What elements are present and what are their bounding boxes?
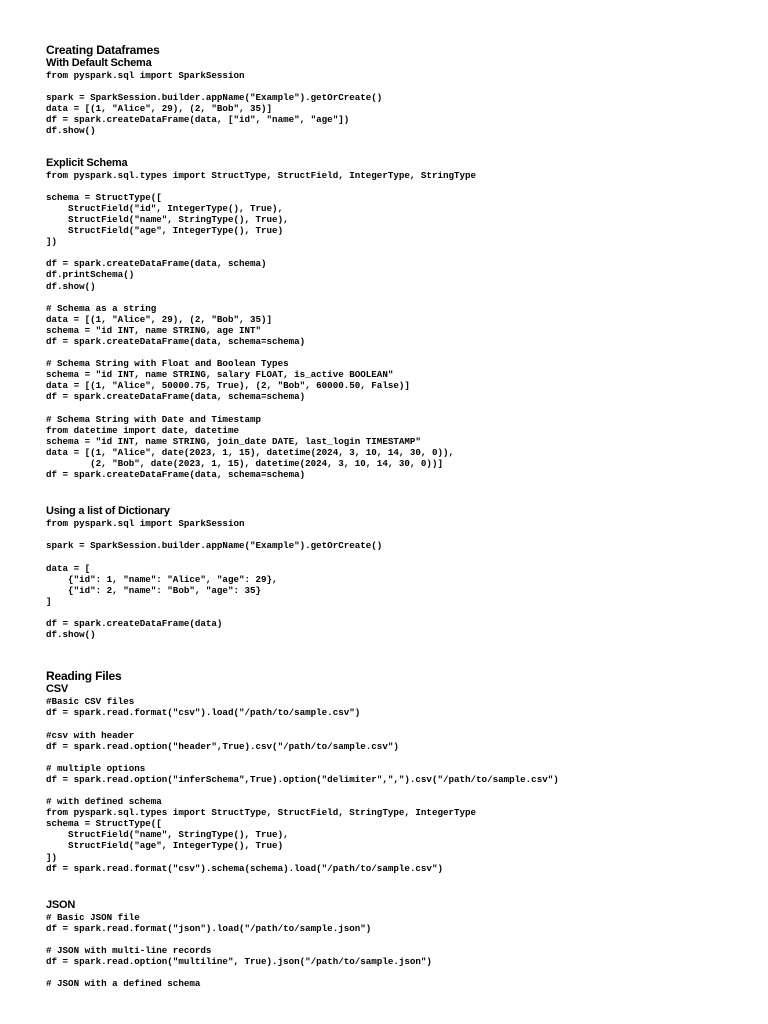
code-block-json: # Basic JSON file df = spark.read.format("json").load("/path/to/sample.json") # JSON with multi-line records df = spark.read.option("multiline", True).json("/path/to/sample.json") # JSON with a defined schema	[46, 911, 432, 990]
subheading-list-of-dictionary: Using a list of Dictionary	[46, 505, 170, 518]
code-block-csv: #Basic CSV files df = spark.read.format("csv").load("/path/to/sample.csv") #csv with header df = spark.read.option("header",True).csv("/path/to/sample.csv") # multiple options df = spark.read.option("inferSchema",True).option("delimiter",",").csv("/path/to/sample.csv") # with defined schema from pyspark.sql.types import StructType, StructField, StringType, IntegerType schema = StructType([ StructField("name", StringType(), True), StructField("age", IntegerType(), True) ]) df = spark.read.format("csv").schema(schema).load("/path/to/sample.csv")	[46, 696, 559, 874]
document-page	[46, 43, 746, 989]
code-block-list-of-dictionary: from pyspark.sql import SparkSession spark = SparkSession.builder.appName("Example").getOrCreate() data = [ {"id": 1, "name": "Alice", "age": 29}, {"id": 2, "name": "Bob", "age": 35} ] df = spark.createDataFrame(data) df.show()	[46, 518, 383, 641]
subheading-json: JSON	[46, 898, 76, 911]
subheading-default-schema: With Default Schema	[46, 57, 152, 69]
code-block-explicit-schema: from pyspark.sql.types import StructType, StructField, IntegerType, StringType schema = StructType([ StructField("id", IntegerType(), True), StructField("name", StringType(), True), StructField("age", IntegerType(), True) ]) df = spark.createDataFrame(data, schema) df.printSchema() df.show() # Schema as a string data = [(1, "Alice", 29), (2, "Bob", 35)] schema = "id INT, name STRING, age INT" df = spark.createDataFrame(data, schema=schema) # Schema String with Float and Boolean Types schema = "id INT, name STRING, salary FLOAT, is_active BOOLEAN" data = [(1, "Alice", 50000.75, True), (2, "Bob", 60000.50, False)] df = spark.createDataFrame(data, schema=schema) # Schema String with Date and Timestamp from datetime import date, datetime schema = "id INT, name STRING, join_date DATE, last_login TIMESTAMP" data = [(1, "Alice", date(2023, 1, 15), datetime(2024, 3, 10, 14, 30, 0)), (2, "Bob", date(2023, 1, 15), datetime(2024, 3, 10, 14, 30, 0))] df = spark.createDataFrame(data, schema=schema)	[46, 169, 477, 481]
section-title-creating-dataframes: Creating Dataframes	[46, 43, 160, 57]
subheading-explicit-schema: Explicit Schema	[46, 156, 128, 169]
code-block-default-schema: from pyspark.sql import SparkSession spark = SparkSession.builder.appName("Example").getOrCreate() data = [(1, "Alice", 29), (2, "Bob", 35)] df = spark.createDataFrame(data, ["id", "name", "age"]) df.show()	[46, 70, 383, 137]
section-title-reading-files: Reading Files	[46, 669, 122, 684]
subheading-csv: CSV	[46, 683, 69, 696]
